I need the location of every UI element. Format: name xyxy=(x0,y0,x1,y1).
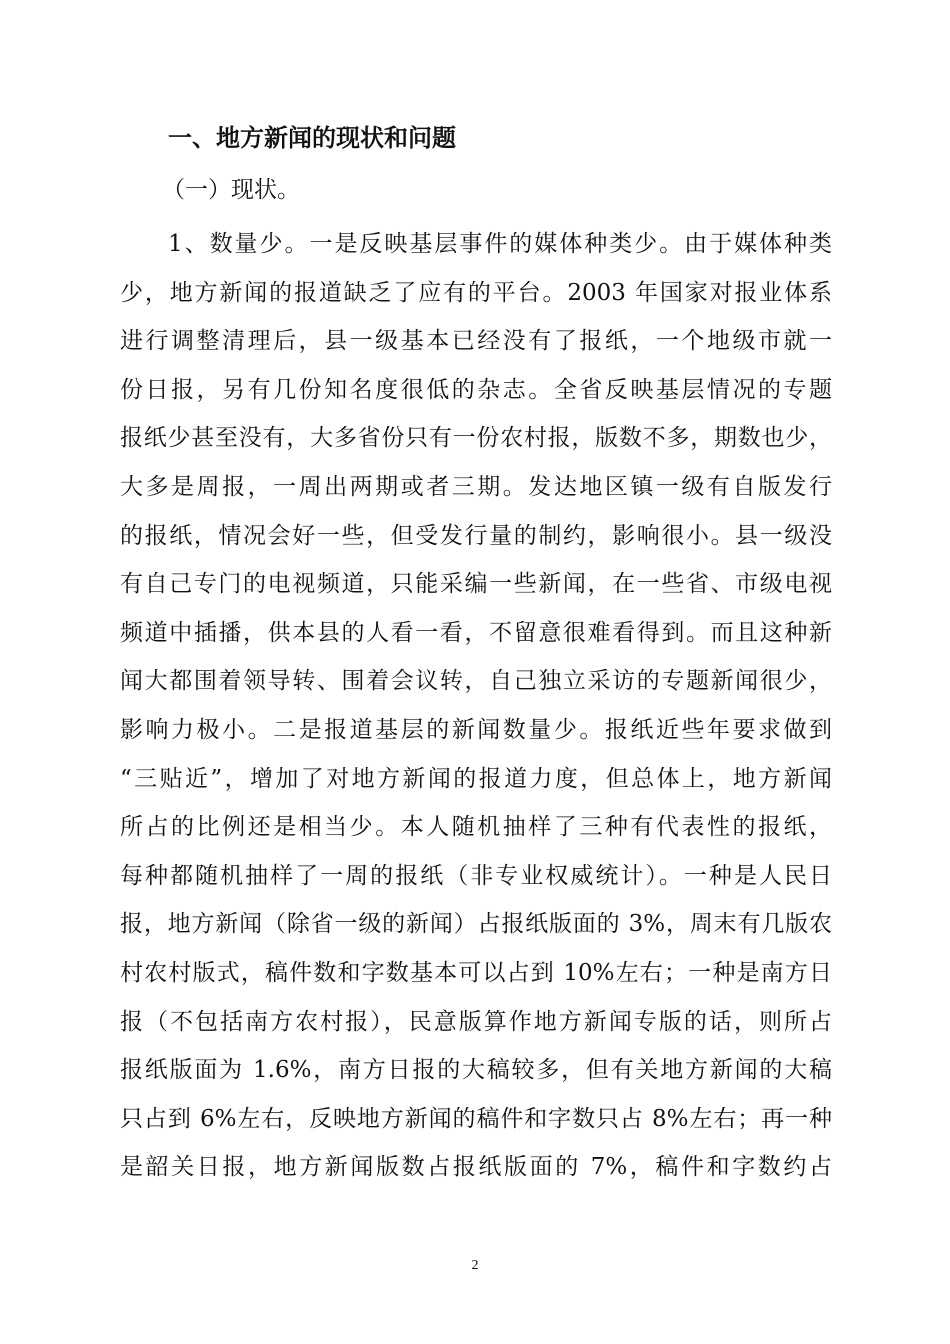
text-line: 1、数量少。一是反映基层事件的媒体种类少。由于媒体种类 xyxy=(168,231,832,257)
text-line: 的报纸，情况会好一些，但受发行量的制约，影响很小。县一级没 xyxy=(120,522,832,549)
text-line: 进行调整清理后，县一级基本已经没有了报纸，一个地级市就一 xyxy=(120,328,832,355)
text-line: 村农村版式，稿件数和字数基本可以占到 10%左右；一种是南方日 xyxy=(120,959,832,986)
text-line: 所占的比例还是相当少。本人随机抽样了三种有代表性的报纸， xyxy=(120,814,832,841)
text-line: 影响力极小。二是报道基层的新闻数量少。报纸近些年要求做到 xyxy=(120,716,832,743)
section-heading: 一、地方新闻的现状和问题 xyxy=(168,124,456,152)
text-line: 份日报，另有几份知名度很低的杂志。全省反映基层情况的专题 xyxy=(120,376,832,403)
text-line: 报纸少甚至没有，大多省份只有一份农村报，版数不多，期数也少， xyxy=(120,425,832,452)
page-number: 2 xyxy=(471,1258,479,1273)
text-line: 报，地方新闻（除省一级的新闻）占报纸版面的 3%，周末有几版农 xyxy=(120,911,832,938)
text-line: 有自己专门的电视频道，只能采编一些新闻，在一些省、市级电视 xyxy=(120,571,832,598)
text-line: 频道中插播，供本县的人看一看，不留意很难看得到。而且这种新 xyxy=(120,619,832,646)
subsection-heading: （一）现状。 xyxy=(162,177,300,203)
text-line: 报（不包括南方农村报），民意版算作地方新闻专版的话，则所占 xyxy=(120,1008,832,1035)
body-paragraph xyxy=(120,220,832,1192)
text-line: 只占到 6%左右，反映地方新闻的稿件和字数只占 8%左右；再一种 xyxy=(120,1105,832,1132)
text-line: 少，地方新闻的报道缺乏了应有的平台。2003 年国家对报业体系 xyxy=(120,279,832,306)
text-line: 报纸版面为 1.6%，南方日报的大稿较多，但有关地方新闻的大稿 xyxy=(120,1057,832,1084)
text-line: 闻大都围着领导转、围着会议转，自己独立采访的专题新闻很少， xyxy=(120,668,832,695)
text-line: 大多是周报，一周出两期或者三期。发达地区镇一级有自版发行 xyxy=(120,473,832,500)
text-line: 是韶关日报，地方新闻版数占报纸版面的 7%，稿件和字数约占 xyxy=(120,1154,832,1181)
text-line: 每种都随机抽样了一周的报纸（非专业权威统计）。一种是人民日 xyxy=(120,862,832,889)
text-line: “三贴近”，增加了对地方新闻的报道力度，但总体上，地方新闻 xyxy=(120,765,832,792)
